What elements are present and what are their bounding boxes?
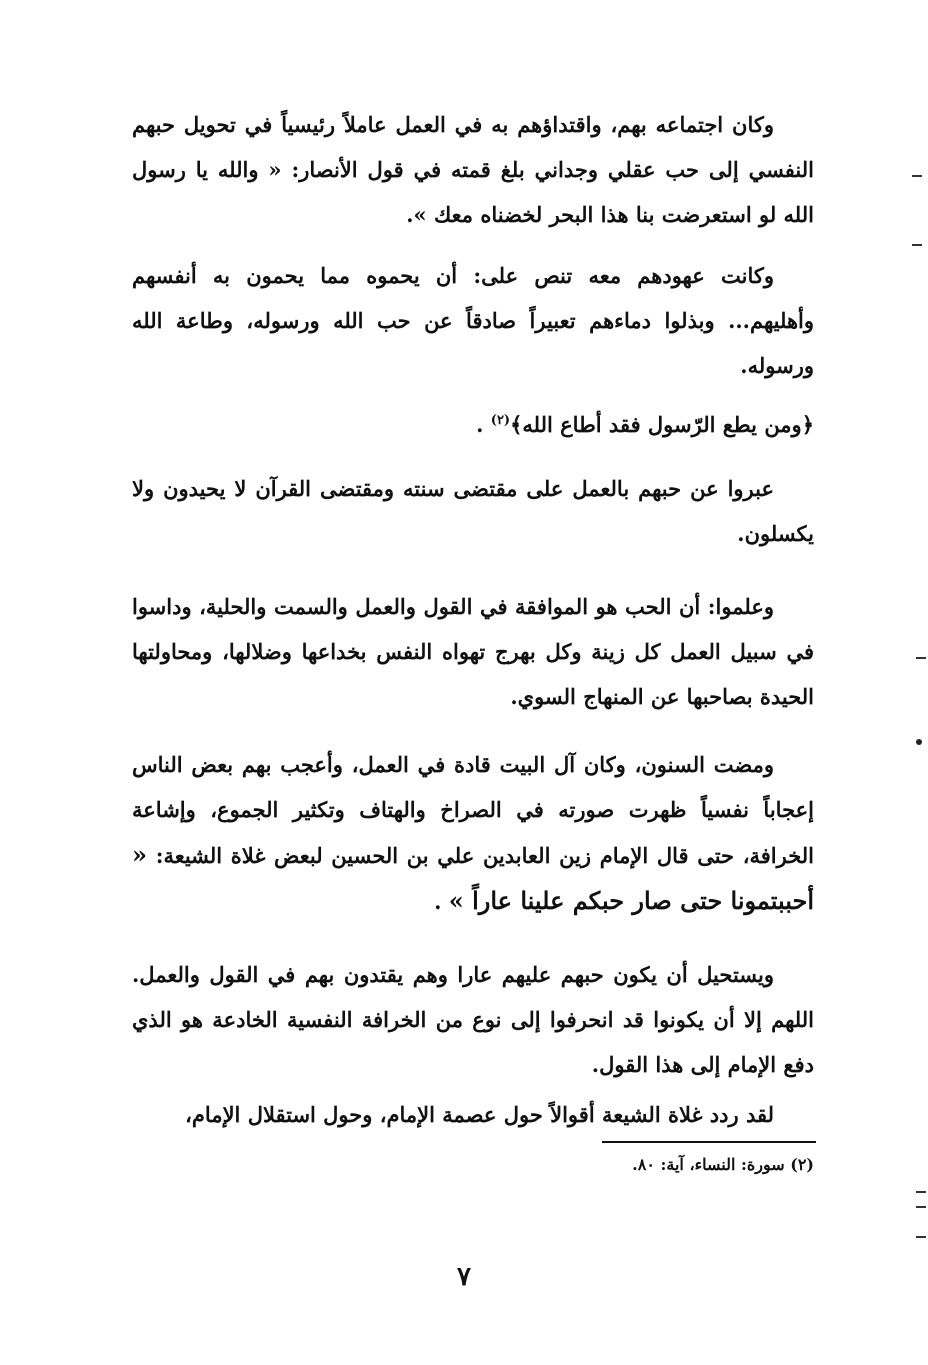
paragraph-1: وكان اجتماعه بهم، واقتداؤهم به في العمل عاملاً رئيسياً في تحويل حبهم النفسي إلى حب عقلي وجداني بلغ قمته في قول الأنصار: « والله يا رسول الله لو استعرضت بنا هذا البحر لخضناه معك ». — [132, 112, 814, 227]
quote-end-punctuation: . — [434, 889, 442, 914]
footnote: (٢) سورة: النساء، آية: ٨٠. — [632, 1155, 814, 1174]
margin-mark — [916, 1206, 926, 1208]
imam-quote: « أحببتمونا حتى صار حبكم علينا عاراً » — [132, 840, 814, 915]
paragraph-4: عبروا عن حبهم بالعمل على مقتضى سنته ومقتضى القرآن لا يحيدون ولا يكسلون. — [132, 476, 814, 546]
margin-mark — [916, 1236, 926, 1238]
margin-mark — [912, 175, 922, 177]
footnote-divider — [602, 1141, 816, 1143]
footnote-reference: (٢) — [490, 413, 511, 428]
paragraph-6 — [132, 742, 814, 924]
margin-dot — [916, 739, 922, 745]
quran-verse: ﴿ومن يطع الرّسول فقد أطاع الله﴾ — [510, 412, 814, 437]
paragraph-5: وعلموا: أن الحب هو الموافقة في القول والعمل والسمت والحلية، وداسوا في سبيل العمل كل زينة وكل بهرج تهواه النفس بخداعها وضلالها، ومحاولتها الحيدة بصاحبها عن المنهاج السوي. — [132, 594, 814, 709]
page-number: ٧ — [457, 1262, 471, 1292]
margin-mark — [912, 244, 922, 246]
verse-end-punctuation: . — [476, 412, 484, 437]
paragraph-8: لقد ردد غلاة الشيعة أقوالاً حول عصمة الإمام، وحول استقلال الإمام، — [185, 1102, 774, 1127]
paragraph-7: ويستحيل أن يكون حبهم عليهم عارا وهم يقتدون بهم في القول والعمل. اللهم إلا أن يكونوا قد انحرفوا إلى نوع من الخرافة النفسية الخادعة هو الذي دفع الإمام إلى هذا القول. — [132, 962, 814, 1077]
paragraph-6-text: ومضت السنون، وكان آل البيت قادة في العمل، وأعجب بهم بعض الناس إعجاباً نفسياً ظهرت صورته في الصراخ والهتاف وتكثير الجموع، وإشاعة الخرافة، حتى قال الإمام زين العابدين علي بن الحسين لبعض غلاة الشيعة: — [132, 752, 814, 868]
margin-mark — [916, 1191, 926, 1193]
paragraph-2: وكانت عهودهم معه تنص على: أن يحموه مما يحمون به أنفسهم وأهليهم... وبذلوا دماءهم تعبيراً صادقاً عن حب الله ورسوله، وطاعة الله ورسوله. — [132, 263, 814, 378]
margin-mark — [916, 657, 926, 659]
quran-verse-line — [132, 402, 814, 447]
